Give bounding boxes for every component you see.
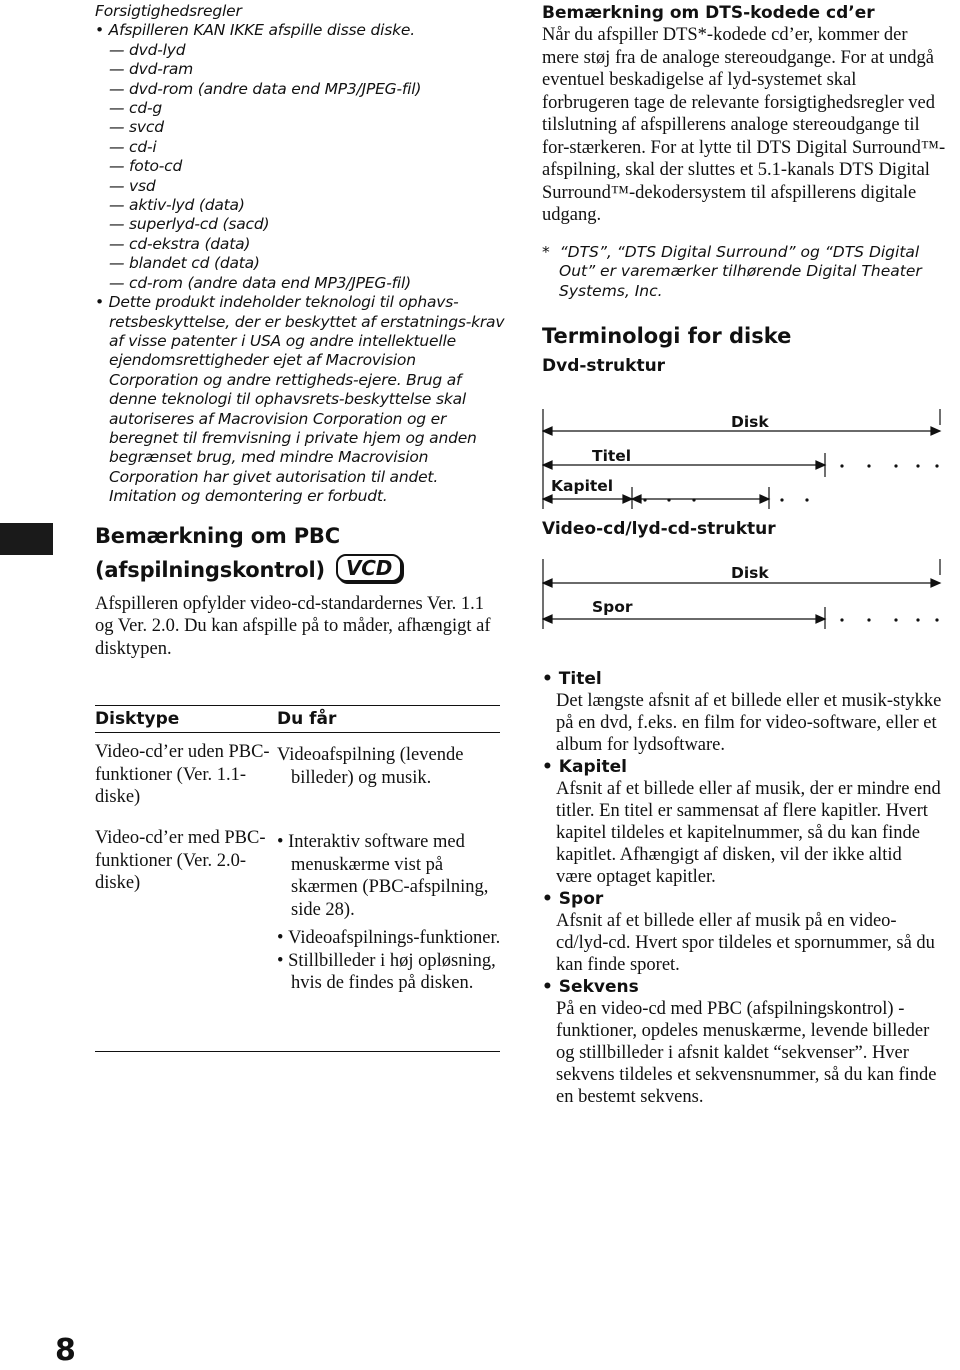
disc-type-item: — dvd-rom (andre data end MP3/JPEG-fil) <box>95 80 505 99</box>
term-name: Spor <box>558 889 604 909</box>
precautions-section <box>95 2 505 507</box>
diagram-label-chapter: Kapitel <box>551 477 614 495</box>
disc-type-item: — dvd-ram <box>95 60 505 79</box>
terminology-list <box>542 668 942 1108</box>
precautions-title: Forsigtighedsregler <box>95 2 242 20</box>
row2-result-cell <box>277 831 502 995</box>
term-definition: Afsnit af et billede eller af musik på en video-cd/lyd-cd. Hvert spor tildeles et spornummer, så du kan finde sporet. <box>556 911 935 975</box>
dts-body: Når du afspiller DTS*-kodede cd’er, kommer der mere støj fra de analoge stereoudgange. For at undgå eventuel beskadigelse af lyd-systemet skal forbrugeren tage de relevante forsigtighedsregler ved tilslutning af afspillerens analoge stereoudgange til for-stærkeren. For at lytte til DTS Digital Surround™-afspilning, skal der sluttes et 5.1-kanals DTS Digital Surround™-dekodersystem til afspillerens digitale udgang. <box>542 25 946 225</box>
disc-type-item: — blandet cd (data) <box>95 254 505 273</box>
table-bottom-rule <box>95 1051 500 1052</box>
term-heading: • Kapitel <box>542 757 627 777</box>
term-heading: • Titel <box>542 669 602 689</box>
result-bullet: • Interaktiv software med menuskærme vist på skærmen (PBC-afspilning, side 28). <box>277 832 489 920</box>
result-bullet-text: Interaktiv software med menuskærme vist på skærmen (PBC-afspilning, side 28). <box>288 832 489 920</box>
disc-type-item: — svcd <box>95 118 505 137</box>
pbc-heading-line2: (afspilningskontrol) <box>95 557 325 582</box>
vcd-logo: VCD <box>336 554 402 582</box>
footnote-text: “DTS”, “DTS Digital Surround” og “DTS Digital Out” er varemærker tilhørende Digital Theater Systems, Inc. <box>559 242 922 300</box>
disc-type-item: — vsd <box>95 177 505 196</box>
term-name: Titel <box>558 669 602 689</box>
disc-type-item: — foto-cd <box>95 157 505 176</box>
precautions-bullet-2: • Dette produkt indeholder teknologi til ophavs-retsbeskyttelse, der er beskyttet af erstatnings-krav af visse patenter i USA og andre intellektuelle ejendomsrettigheder ejet af Macrovision Corporation og andre rettigheds-ejere. Brug af denne teknologi til ophavsrets-beskyttelse skal autoriseres af Macrovision Corporation og er beregnet til fremvisning i private hjem og anden begrænset brug, med mindre Macrovision Corporation har givet autorisation til andet. Imitation og demontering er forbudt. <box>95 293 505 506</box>
table-header-row <box>95 705 500 733</box>
section-tab-marker <box>0 523 53 555</box>
disc-type-item: — cd-rom (andre data end MP3/JPEG-fil) <box>95 274 505 293</box>
term-heading: • Sekvens <box>542 977 639 997</box>
dvd-structure-diagram <box>542 405 947 517</box>
vcd-structure-diagram <box>542 555 947 635</box>
term-definition: På en video-cd med PBC (afspilningskontrol) -funktioner, opdeles menuskærme, levende billeder og stillbilleder i afsnit kaldet “sekvenser”. Hver sekvens tildeles et sekvensnummer, så du kan finde en bestemt sekvens. <box>556 999 937 1107</box>
copy-protection-text: Dette produkt indeholder teknologi til ophavs-retsbeskyttelse, der er beskyttet af erstatnings-krav af visse patenter i USA og andre intellektuelle ejendomsrettigheder ejet af Macrovision Corporation og andre rettigheds-ejere. Brug af denne teknologi til ophavsrets-beskyttelse skal autoriseres af Macrovision Corporation og er beregnet til fremvisning i private hjem og anden begrænset brug, med mindre Macrovision Corporation har givet autorisation til andet. Imitation og demontering er forbudt. <box>108 293 505 506</box>
disc-type-item: — cd-i <box>95 138 505 157</box>
page-number: 8 <box>55 1333 76 1368</box>
terminology-heading: Terminologi for diske <box>542 324 792 348</box>
term-definition: Det længste afsnit af et billede eller et musik-stykke på en dvd, f.eks. en film for video-software, eller et album for lydsoftware. <box>556 691 942 755</box>
disc-type-item: — cd-g <box>95 99 505 118</box>
disk-type-table <box>95 705 501 993</box>
term-heading: • Spor <box>542 889 604 909</box>
right-column <box>542 2 947 377</box>
result-bullet-text: Stillbilleder i høj opløsning, hvis de findes på disken. <box>288 950 496 993</box>
term-definition: Afsnit af et billede eller af musik, der er mindre end titler. En titel er sammensat af flere kapitler. Hvert kapitel tildeles et kapitelnummer, så du kan finde kapitlet. Afhængigt af disken, vil der ikke altid være optaget kapitler. <box>556 779 941 887</box>
diagram-label-track: Spor <box>592 598 633 616</box>
term-item <box>542 756 942 888</box>
row1-result-cell: Videoafspilning (levende billeder) og musik. <box>277 745 464 788</box>
pbc-body: Afspilleren opfylder video-cd-standardernes Ver. 1.1 og Ver. 2.0. Du kan afspille på to måder, afhængigt af disktypen. <box>95 593 491 659</box>
pbc-heading <box>95 519 505 587</box>
disc-type-item: — dvd-lyd <box>95 41 505 60</box>
term-item <box>542 976 942 1108</box>
dts-heading: Bemærkning om DTS-kodede cd’er <box>542 3 875 23</box>
result-bullet: • Stillbilleder i høj opløsning, hvis de findes på disken. <box>277 950 496 993</box>
dts-footnote <box>542 243 947 302</box>
disc-type-item: — cd-ekstra (data) <box>95 235 505 254</box>
footnote-marker: * <box>542 242 550 261</box>
result-bullet: • Videoafspilnings-funktioner. <box>277 928 501 948</box>
left-column <box>95 2 505 660</box>
row1-disk-cell: Video-cd’er uden PBC-funktioner (Ver. 1.1-diske) <box>95 742 270 807</box>
col-header-result: Du får <box>277 709 337 729</box>
pbc-heading-line1: Bemærkning om PBC <box>95 523 340 548</box>
disc-type-item: — aktiv-lyd (data) <box>95 196 505 215</box>
term-name: Kapitel <box>558 757 627 777</box>
disc-type-item: — superlyd-cd (sacd) <box>95 215 505 234</box>
precautions-bullet-1: • Afspilleren KAN IKKE afspille disse diske. <box>95 21 415 40</box>
diagram-label-title: Titel <box>592 447 632 465</box>
precautions-bullet-1-text: Afspilleren KAN IKKE afspille disse diske. <box>108 21 415 40</box>
term-name: Sekvens <box>558 977 639 997</box>
row2-disk-cell: Video-cd’er med PBC-funktioner (Ver. 2.0-diske) <box>95 828 266 893</box>
diagram-label-disk: Disk <box>731 413 769 431</box>
term-item <box>542 888 942 976</box>
result-bullet-text: Videoafspilnings-funktioner. <box>288 928 501 948</box>
dvd-structure-heading: Dvd-struktur <box>542 356 666 376</box>
col-header-disktype: Disktype <box>95 709 180 729</box>
diagram-label-disk: Disk <box>731 564 769 582</box>
unsupported-disc-list <box>95 41 505 293</box>
vcd-structure-heading: Video-cd/lyd-cd-struktur <box>542 519 776 539</box>
term-item <box>542 668 942 756</box>
